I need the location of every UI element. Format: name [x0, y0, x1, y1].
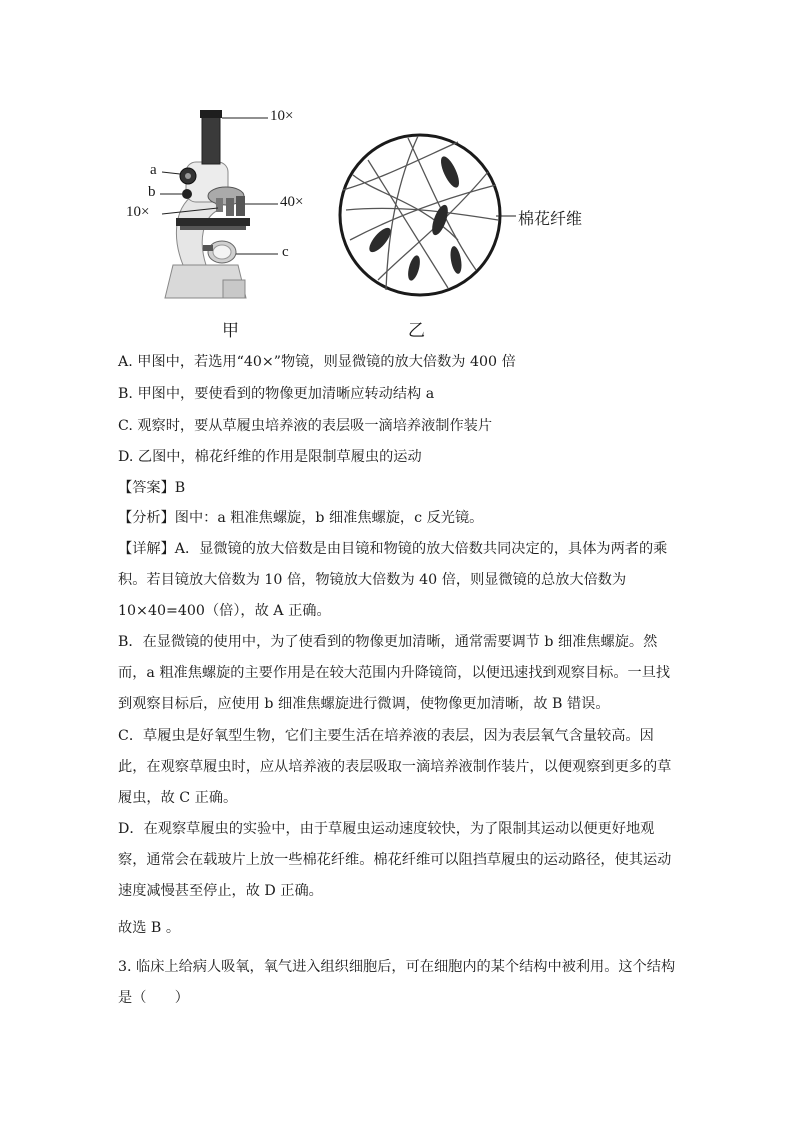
- answer-line: 【答案】B: [118, 480, 186, 496]
- eyepiece-magnification-label: 10×: [270, 108, 294, 124]
- option-d: D. 乙图中，棉花纤维的作用是限制草履虫的运动: [118, 449, 422, 465]
- label-b: b: [148, 184, 156, 200]
- detail-line: B．在显微镜的使用中，为了使看到的物像更加清晰，通常需要调节 b 细准焦螺旋。然: [118, 634, 658, 650]
- detail-line: D．在观察草履虫的实验中，由于草履虫运动速度较快，为了限制其运动以便更好地观: [118, 821, 655, 837]
- label-a: a: [150, 162, 157, 178]
- detail-line: 而，a 粗准焦螺旋的主要作用是在较大范围内升降镜筒，以便迅速找到观察目标。一旦找: [118, 665, 671, 681]
- question-figure: [118, 100, 638, 340]
- analysis-line: 【分析】图中：a 粗准焦螺旋，b 细准焦螺旋，c 反光镜。: [118, 510, 484, 526]
- detail-line: 【详解】A．显微镜的放大倍数是由目镜和物镜的放大倍数共同决定的，具体为两者的乘: [118, 541, 668, 557]
- figure-yi-caption: 乙: [408, 321, 425, 341]
- objective-high-label: 40×: [280, 194, 304, 210]
- detail-line: 速度减慢甚至停止，故 D 正确。: [118, 883, 323, 899]
- detail-line: 履虫，故 C 正确。: [118, 790, 238, 806]
- conclusion-line: 故选 B 。: [118, 920, 181, 936]
- detail-line: 察，通常会在载玻片上放一些棉花纤维。棉花纤维可以阻挡草履虫的运动路径，使其运动: [118, 852, 672, 868]
- option-a: A. 甲图中，若选用“40×”物镜，则显微镜的放大倍数为 400 倍: [118, 354, 516, 370]
- detail-line: 积。若目镜放大倍数为 10 倍，物镜放大倍数为 40 倍，则显微镜的总放大倍数为: [118, 572, 627, 588]
- label-c: c: [282, 244, 289, 260]
- detail-line: 10×40=400（倍），故 A 正确。: [118, 603, 331, 619]
- figure-jia-caption: 甲: [222, 321, 239, 341]
- question-3-stem: 3. 临床上给病人吸氧，氧气进入组织细胞后，可在细胞内的某个结构中被利用。这个结构: [118, 959, 676, 975]
- option-c: C. 观察时，要从草履虫培养液的表层吸一滴培养液制作装片: [118, 418, 493, 434]
- objective-low-label: 10×: [126, 204, 150, 220]
- detail-line: 到观察目标后，应使用 b 细准焦螺旋进行微调，使物像更加清晰，故 B 错误。: [118, 696, 610, 712]
- question-3-stem-cont: 是（ ）: [118, 990, 189, 1006]
- cotton-fiber-label: 棉花纤维: [518, 209, 583, 228]
- option-b: B. 甲图中，要使看到的物像更加清晰应转动结构 a: [118, 386, 435, 402]
- detail-line: C．草履虫是好氧型生物，它们主要生活在培养液的表层，因为表层氧气含量较高。因: [118, 728, 654, 744]
- detail-line: 此，在观察草履虫时，应从培养液的表层吸取一滴培养液制作装片，以便观察到更多的草: [118, 759, 672, 775]
